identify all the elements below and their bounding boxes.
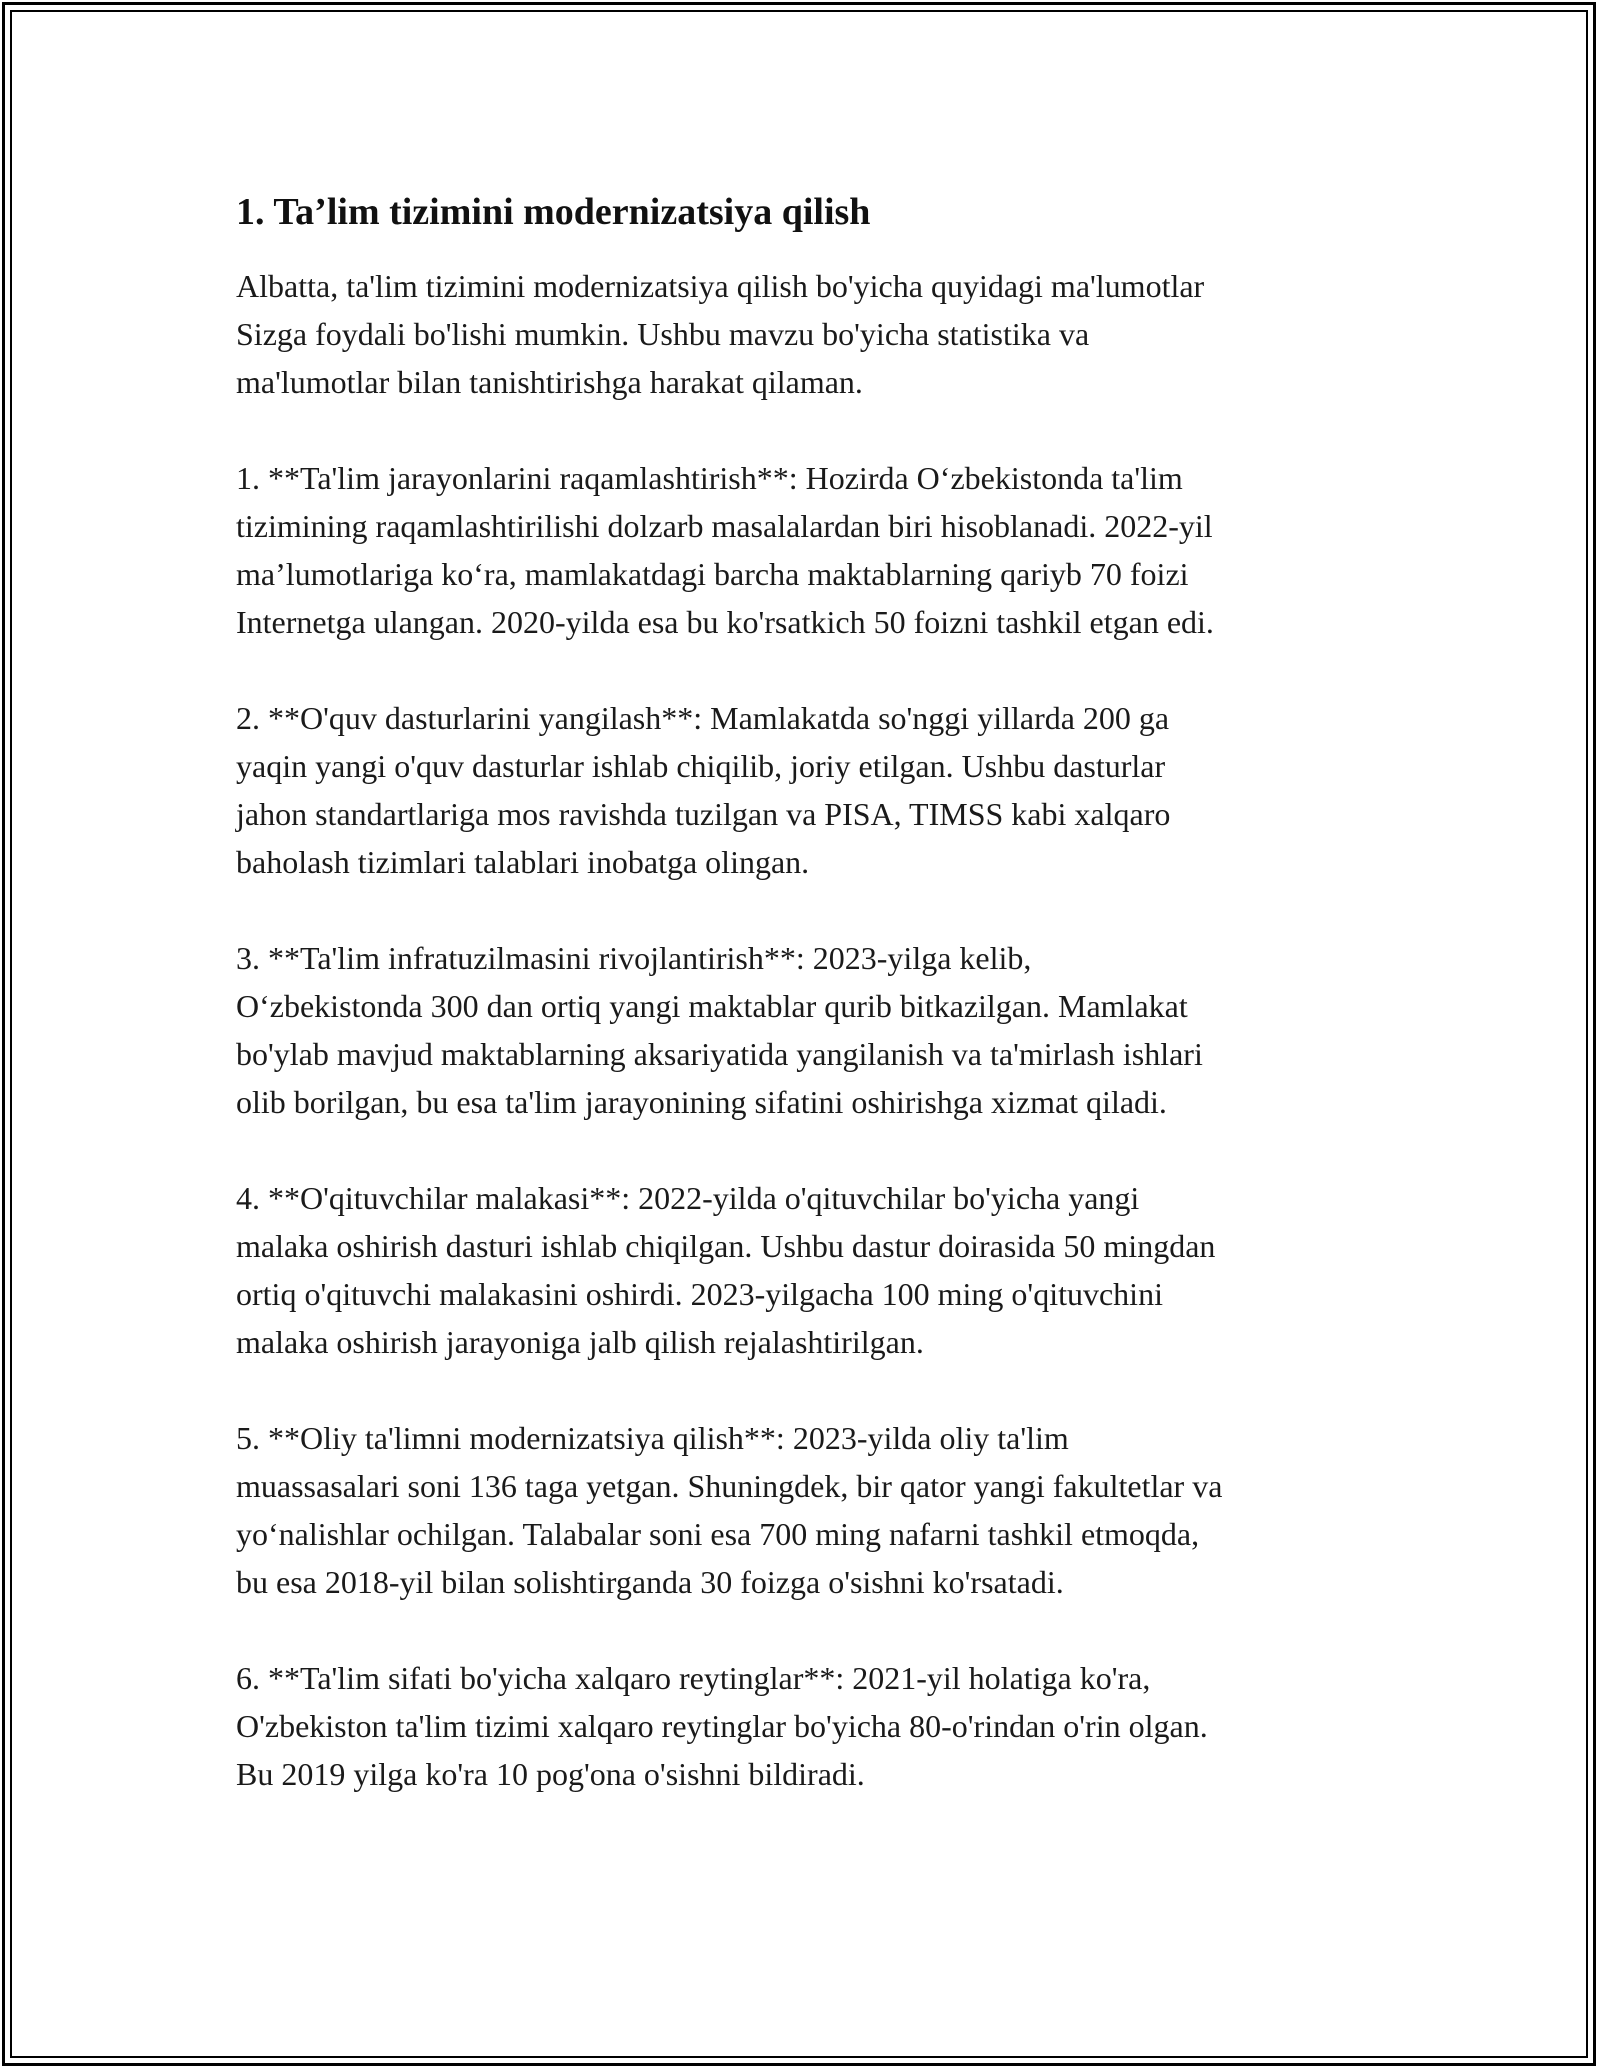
intro-paragraph: Albatta, ta'lim tizimini modernizatsiya qilish bo'yicha quyidagi ma'lumotlar Sizga foydali bo'lishi mumkin. Ushbu mavzu bo'yicha statistika va ma'lumotlar bilan tanishtirishga harakat qilaman. — [236, 268, 1205, 400]
document-body — [236, 186, 1386, 1846]
list-item-digitalization: 1. **Ta'lim jarayonlarini raqamlashtirish**: Hozirda O‘zbekistonda ta'lim tizimining raqamlashtirilishi dolzarb masalalardan biri hisoblanadi. 2022-yil ma’lumotlariga ko‘ra, mamlakatdagi barcha maktablarning qariyb 70 foizi Internetga ulangan. 2020-yilda esa bu ko'rsatkich 50 foizni tashkil etgan edi. — [236, 460, 1214, 640]
list-item-higher-education: 5. **Oliy ta'limni modernizatsiya qilish**: 2023-yilda oliy ta'lim muassasalari soni 136 taga yetgan. Shuningdek, bir qator yangi fakultetlar va yo‘nalishlar ochilgan. Talabalar soni esa 700 ming nafarni tashkil etmoqda, bu esa 2018-yil bilan solishtirganda 30 foizga o'sishni ko'rsatadi. — [236, 1420, 1223, 1600]
list-item-international-ratings: 6. **Ta'lim sifati bo'yicha xalqaro reytinglar**: 2021-yil holatiga ko'ra, O'zbekiston ta'lim tizimi xalqaro reytinglar bo'yicha 80-o'rindan o'rin olgan. Bu 2019 yilga ko'ra 10 pog'ona o'sishni bildiradi. — [236, 1660, 1208, 1792]
page-title: 1. Ta’lim tizimini modernizatsiya qilish — [236, 191, 871, 233]
list-item-curriculum: 2. **O'quv dasturlarini yangilash**: Mamlakatda so'nggi yillarda 200 ga yaqin yangi o'quv dasturlar ishlab chiqilib, joriy etilgan. Ushbu dasturlar jahon standartlariga mos ravishda tuzilgan va PISA, TIMSS kabi xalqaro baholash tizimlari talablari inobatga olingan. — [236, 700, 1171, 880]
list-item-teachers: 4. **O'qituvchilar malakasi**: 2022-yilda o'qituvchilar bo'yicha yangi malaka oshirish dasturi ishlab chiqilgan. Ushbu dastur doirasida 50 mingdan ortiq o'qituvchi malakasini oshirdi. 2023-yilgacha 100 ming o'qituvchini malaka oshirish jarayoniga jalb qilish rejalashtirilgan. — [236, 1180, 1216, 1360]
list-item-infrastructure: 3. **Ta'lim infratuzilmasini rivojlantirish**: 2023-yilga kelib, O‘zbekistonda 300 dan ortiq yangi maktablar qurib bitkazilgan. Mamlakat bo'ylab mavjud maktablarning aksariyatida yangilanish va ta'mirlash ishlari olib borilgan, bu esa ta'lim jarayonining sifatini oshirishga xizmat qiladi. — [236, 940, 1203, 1120]
